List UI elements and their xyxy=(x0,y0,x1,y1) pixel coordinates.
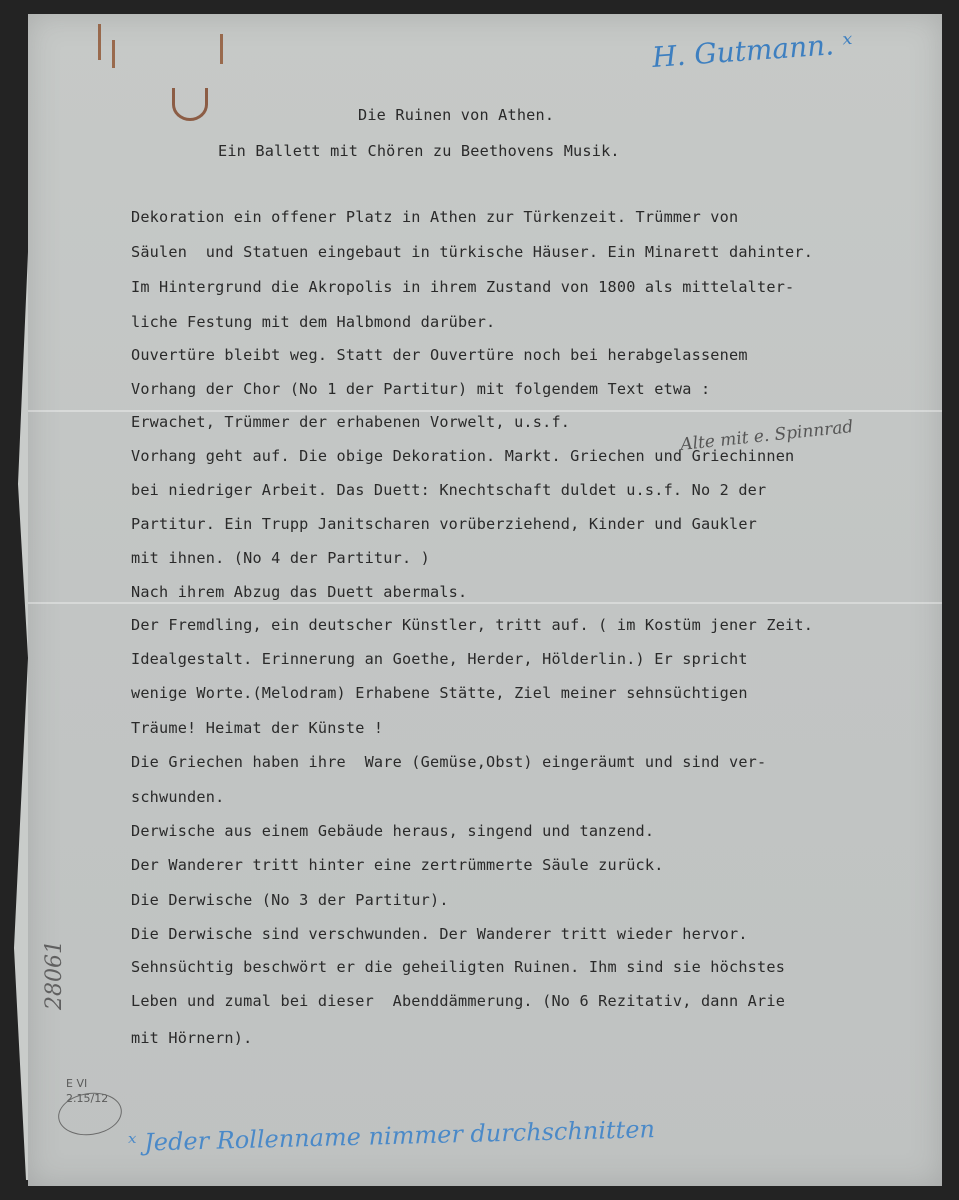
document-title: Die Ruinen von Athen. xyxy=(358,106,555,124)
body-line: Vorhang der Chor (No 1 der Partitur) mit folgendem Text etwa : xyxy=(131,380,711,398)
archive-stamp: E VI 2.15/12 xyxy=(66,1077,109,1105)
document-subtitle: Ein Ballett mit Chören zu Beethovens Musik. xyxy=(218,142,620,160)
body-line: mit ihnen. (No 4 der Partitur. ) xyxy=(131,549,430,567)
body-line: Partitur. Ein Trupp Janitscharen vorüberziehend, Kinder und Gaukler xyxy=(131,515,758,533)
body-line: Vorhang geht auf. Die obige Dekoration. Markt. Griechen und Griechinnen xyxy=(131,447,795,465)
body-line: Der Wanderer tritt hinter eine zertrümmerte Säule zurück. xyxy=(131,856,664,874)
body-line: liche Festung mit dem Halbmond darüber. xyxy=(131,313,496,331)
body-line: Die Griechen haben ihre Ware (Gemüse,Obst) eingeräumt und sind ver- xyxy=(131,753,767,771)
body-line: Leben und zumal bei dieser Abenddämmerung. (No 6 Rezitativ, dann Arie xyxy=(131,992,786,1010)
body-line: Nach ihrem Abzug das Duett abermals. xyxy=(131,583,468,601)
rust-mark xyxy=(112,40,115,68)
handwritten-footnote: ˣ Jeder Rollenname nimmer durchschnitten xyxy=(127,1115,656,1157)
body-line: Träume! Heimat der Künste ! xyxy=(131,719,384,737)
paper-fold-line xyxy=(28,410,942,412)
body-line: Der Fremdling, ein deutscher Künstler, tritt auf. ( im Kostüm jener Zeit. xyxy=(131,616,814,634)
rust-mark xyxy=(172,88,208,121)
body-line: Idealgestalt. Erinnerung an Goethe, Herder, Hölderlin.) Er spricht xyxy=(131,650,748,668)
body-line: Im Hintergrund die Akropolis in ihrem Zustand von 1800 als mittelalter- xyxy=(131,278,795,296)
body-line: Die Derwische (No 3 der Partitur). xyxy=(131,891,449,909)
body-line: Dekoration ein offener Platz in Athen zur Türkenzeit. Trümmer von xyxy=(131,208,739,226)
body-line: Die Derwische sind verschwunden. Der Wanderer tritt wieder hervor. xyxy=(131,925,748,943)
body-line: bei niedriger Arbeit. Das Duett: Knechtschaft duldet u.s.f. No 2 der xyxy=(131,481,767,499)
handwritten-margin-note: Alte mit e. Spinnrad xyxy=(679,416,855,456)
body-line: schwunden. xyxy=(131,788,225,806)
archive-number: 28061 xyxy=(42,940,67,1010)
body-line: Säulen und Statuen eingebaut in türkische Häuser. Ein Minarett dahinter. xyxy=(131,243,814,261)
body-line: Derwische aus einem Gebäude heraus, singend und tanzend. xyxy=(131,822,655,840)
body-line: mit Hörnern). xyxy=(131,1029,253,1047)
body-line: Sehnsüchtig beschwört er die geheiligten Ruinen. Ihm sind sie höchstes xyxy=(131,958,786,976)
rust-mark xyxy=(98,24,101,60)
paper-fold-line xyxy=(28,602,942,604)
body-line: Erwachet, Trümmer der erhabenen Vorwelt, u.s.f. xyxy=(131,413,571,431)
handwritten-name: H. Gutmann. ˣ xyxy=(651,27,854,74)
rust-mark xyxy=(220,34,223,64)
body-line: wenige Worte.(Melodram) Erhabene Stätte, Ziel meiner sehnsüchtigen xyxy=(131,684,748,702)
body-line: Ouvertüre bleibt weg. Statt der Ouvertüre noch bei herabgelassenem xyxy=(131,346,748,364)
